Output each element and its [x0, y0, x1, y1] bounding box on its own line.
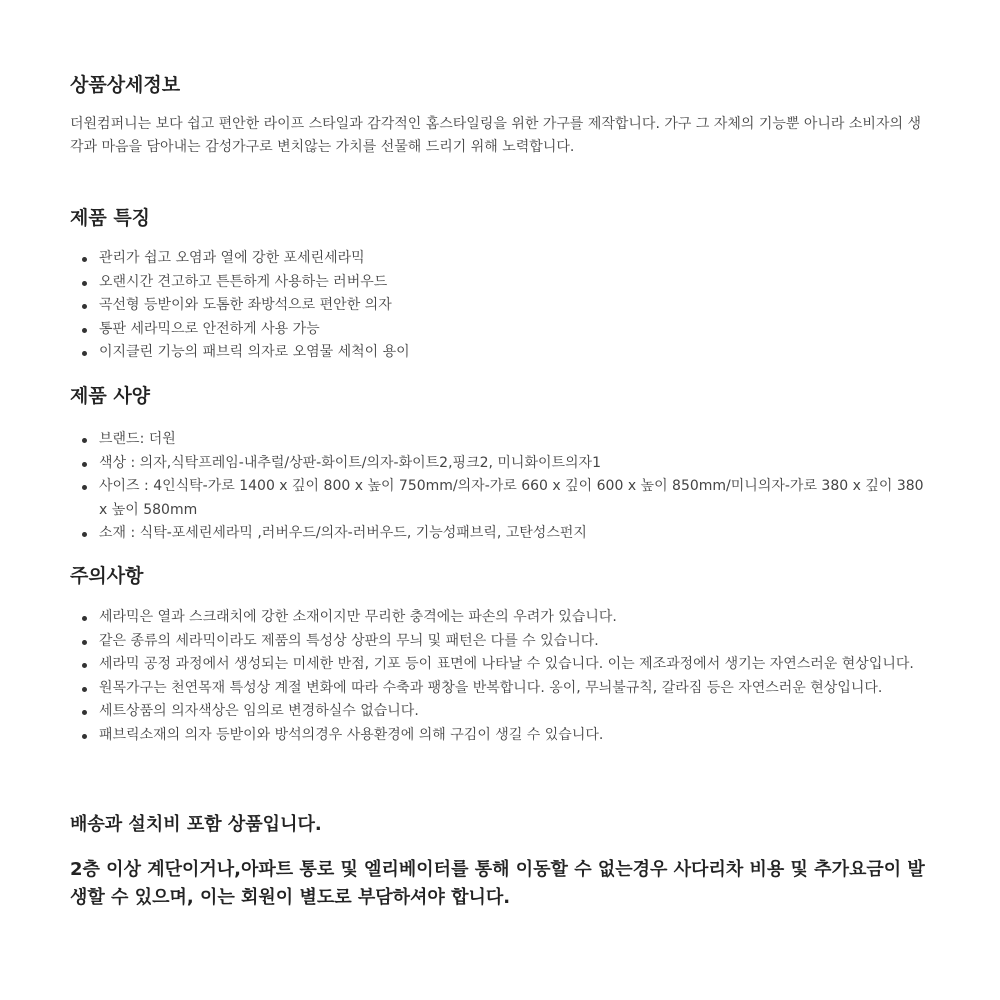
ladder-fee-notice: 2층 이상 계단이거나,아파트 통로 및 엘리베이터를 통해 이동할 수 없는경우 사다리차 비용 및 추가요금이 발생할 수 있으며, 이는 회원이 별도로 부담하셔야 합니다.: [70, 859, 925, 908]
features-list: [70, 247, 932, 365]
shipping-notice: 배송과 설치비 포함 상품입니다.: [70, 814, 322, 835]
list-item: 색상 : 의자,식탁프레임-내추럴/상판-화이트/의자-화이트2,핑크2, 미니화이트의자1: [70, 452, 932, 476]
list-item: 통판 세라믹으로 안전하게 사용 가능: [70, 318, 932, 342]
detail-title: 상품상세정보: [70, 74, 181, 96]
list-item: 같은 종류의 세라믹이라도 제품의 특성상 상판의 무늬 및 패턴은 다를 수 있습니다.: [70, 630, 932, 654]
cautions-title: 주의사항: [70, 565, 144, 587]
list-item: 오랜시간 견고하고 튼튼하게 사용하는 러버우드: [70, 271, 932, 295]
list-item: 브랜드: 더원: [70, 428, 932, 452]
list-item: 패브릭소재의 의자 등받이와 방석의경우 사용환경에 의해 구김이 생길 수 있습니다.: [70, 724, 932, 748]
specs-title: 제품 사양: [70, 385, 151, 407]
list-item: 세트상품의 의자색상은 임의로 변경하실수 없습니다.: [70, 700, 932, 724]
list-item: 이지클린 기능의 패브릭 의자로 오염물 세척이 용이: [70, 341, 932, 365]
features-title: 제품 특징: [70, 207, 151, 229]
list-item: 세라믹은 열과 스크래치에 강한 소재이지만 무리한 충격에는 파손의 우려가 있습니다.: [70, 606, 932, 630]
cautions-list: [70, 606, 932, 747]
list-item: 관리가 쉽고 오염과 열에 강한 포세린세라믹: [70, 247, 932, 271]
list-item: 세라믹 공정 과정에서 생성되는 미세한 반점, 기포 등이 표면에 나타날 수 있습니다. 이는 제조과정에서 생기는 자연스러운 현상입니다.: [70, 653, 932, 677]
intro-text: 더원컴퍼니는 보다 쉽고 편안한 라이프 스타일과 감각적인 홈스타일링을 위한 가구를 제작합니다. 가구 그 자체의 기능뿐 아니라 소비자의 생각과 마음을 담아내는 감성가구로 변치않는 가치를 선물해 드리기 위해 노력합니다.: [70, 116, 921, 155]
list-item: 소재 : 식탁-포세린세라믹 ,러버우드/의자-러버우드, 기능성패브릭, 고탄성스펀지: [70, 522, 932, 546]
specs-list: [70, 428, 932, 546]
list-item: 곡선형 등받이와 도톰한 좌방석으로 편안한 의자: [70, 294, 932, 318]
list-item: 사이즈 : 4인식탁-가로 1400 x 깊이 800 x 높이 750mm/의자-가로 660 x 깊이 600 x 높이 850mm/미니의자-가로 380 x 깊이 380 x 높이 580mm: [70, 475, 932, 522]
list-item: 원목가구는 천연목재 특성상 계절 변화에 따라 수축과 팽창을 반복합니다. 옹이, 무늬불규칙, 갈라짐 등은 자연스러운 현상입니다.: [70, 677, 932, 701]
